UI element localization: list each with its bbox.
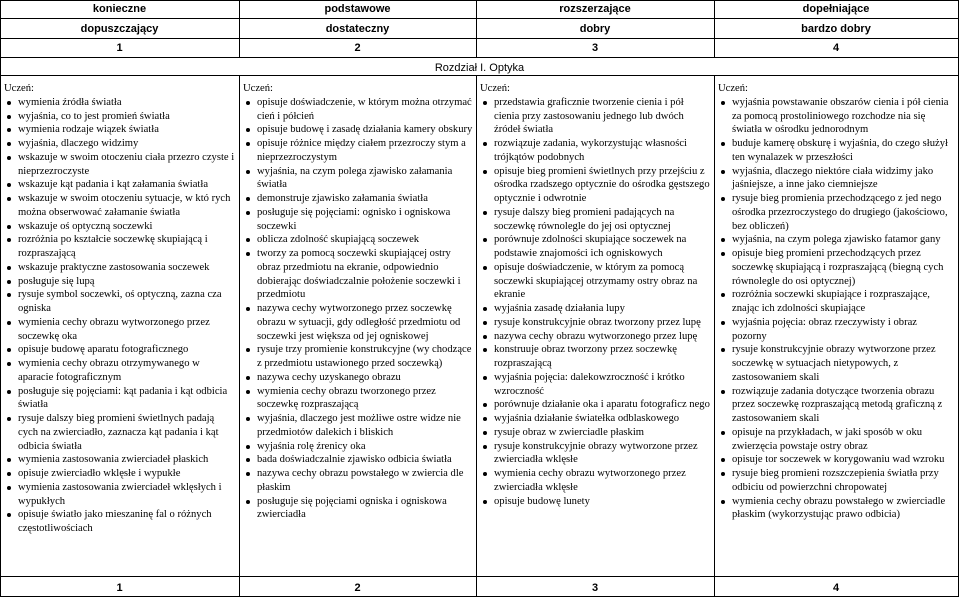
- list-item: posługuje się lupą: [4, 275, 236, 289]
- list-item: wymienia cechy obrazu tworzonego przez soczewkę rozpraszającą: [243, 385, 473, 413]
- footer-cell: 2: [354, 582, 361, 594]
- rule-top: [0, 0, 959, 1]
- list-item: wyjaśnia, co to jest promień światła: [4, 110, 236, 124]
- list-item: porównuje zdolności skupiające soczewek na podstawie znajomości ich ogniskowych: [480, 233, 711, 261]
- header-cell: podstawowe: [324, 3, 391, 15]
- list-item: wymienia cechy obrazu otrzymywanego w aparacie fotograficznym: [4, 357, 236, 385]
- footer-cell: 1: [116, 582, 123, 594]
- list-item: oblicza zdolność skupiającą soczewek: [243, 233, 473, 247]
- list-item: wymienia źródła światła: [4, 96, 236, 110]
- header-cell: konieczne: [92, 3, 147, 15]
- rule: [0, 576, 959, 577]
- list-item: nazywa cechy obrazu powstałego w zwiercia dle płaskim: [243, 467, 473, 495]
- header-cell: dobry: [579, 23, 611, 35]
- list-item: wyjaśnia rolę źrenicy oka: [243, 440, 473, 454]
- list-item: porównuje działanie oka i aparatu fotograficz nego: [480, 398, 711, 412]
- list-item: wyjaśnia zasadę działania lupy: [480, 302, 711, 316]
- list-item: wymienia zastosowania zwierciadeł wklęsłych i wypukłych: [4, 481, 236, 509]
- requirement-list: [4, 96, 236, 536]
- rule: [0, 38, 959, 39]
- list-item: przedstawia graficznie tworzenie cienia i pół cienia przy zastosowaniu jednego lub dwóch źródeł światła: [480, 96, 711, 137]
- header-cell: 3: [591, 42, 599, 54]
- list-item: wskazuje w swoim otoczeniu ciała przezro czyste i nieprzezroczyste: [4, 151, 236, 179]
- list-item: posługuje się pojęciami ogniska i ogniskowa zwierciadła: [243, 495, 473, 523]
- header-cell: 2: [354, 42, 361, 54]
- list-item: rysuje trzy promienie konstrukcyjne (wy chodzące z przedmiotu ustawionego przed soczewką): [243, 343, 473, 371]
- list-item: wyjaśnia, na czym polega zjawisko załamania światła: [243, 165, 473, 193]
- list-item: rysuje bieg promieni rozszczepienia światła przy odbiciu od powierzchni chropowatej: [718, 467, 954, 495]
- list-item: wyjaśnia, dlaczego widzimy: [4, 137, 236, 151]
- list-item: rysuje dalszy bieg promieni świetlnych padają cych na zwierciadło, zaznacza kąt padania i kąt odbicia światła: [4, 412, 236, 453]
- list-item: rozróżnia po kształcie soczewkę skupiającą i rozpraszającą: [4, 233, 236, 261]
- list-item: opisuje bieg promieni świetlnych przy przejściu z ośrodka rzadszego optycznie do ośrodka gęstszego optycznie i odwrotnie: [480, 165, 711, 206]
- list-item: rozwiązuje zadania, wykorzystując własności trójkątów podobnych: [480, 137, 711, 165]
- list-item: rysuje obraz w zwierciadle płaskim: [480, 426, 711, 440]
- column-4: [718, 82, 954, 522]
- footer-cell: 4: [832, 582, 840, 594]
- list-item: opisuje budowę i zasadę działania kamery obskury: [243, 123, 473, 137]
- list-item: opisuje bieg promieni przechodzących przez soczewkę skupiającą i rozpraszającą (biegną cych równolegle do osi optycznej): [718, 247, 954, 288]
- list-item: konstruuje obraz tworzony przez soczewkę rozpraszającą: [480, 343, 711, 371]
- list-item: wymienia cechy obrazu powstałego w zwierciadle płaskim (wykorzystując prawo odbicia): [718, 495, 954, 523]
- list-item: wskazuje praktyczne zastosowania soczewek: [4, 261, 236, 275]
- header-cell: dostateczny: [325, 23, 390, 35]
- rule: [0, 18, 959, 19]
- list-item: opisuje budowę lunety: [480, 495, 711, 509]
- rule: [0, 57, 959, 58]
- list-item: rysuje dalszy bieg promieni padających na soczewkę równolegle do jej osi optycznej: [480, 206, 711, 234]
- list-item: wyjaśnia powstawanie obszarów cienia i pół cienia za pomocą prostoliniowego rozchodze nia się światła w ośrodku jednorodnym: [718, 96, 954, 137]
- list-item: demonstruje zjawisko załamania światła: [243, 192, 473, 206]
- column-intro: Uczeń:: [718, 83, 748, 94]
- list-item: wymienia zastosowania zwierciadeł płaskich: [4, 453, 236, 467]
- footer-cell: 3: [591, 582, 599, 594]
- list-item: opisuje różnice między ciałem przezroczy stym a nieprzezroczystym: [243, 137, 473, 165]
- list-item: wymienia rodzaje wiązek światła: [4, 123, 236, 137]
- col-divider: [0, 0, 1, 597]
- rule-bottom: [0, 596, 959, 597]
- list-item: opisuje tor soczewek w korygowaniu wad wzroku: [718, 453, 954, 467]
- header-cell: dopuszczający: [80, 23, 159, 35]
- list-item: wyjaśnia pojęcia: obraz rzeczywisty i obraz pozorny: [718, 316, 954, 344]
- col-divider: [239, 75, 240, 597]
- list-item: wyjaśnia, dlaczego niektóre ciała widzimy jako jaśniejsze, a inne jako ciemniejsze: [718, 165, 954, 193]
- list-item: nazywa cechy obrazu wytworzonego przez lupę: [480, 330, 711, 344]
- list-item: opisuje zwierciadło wklęsłe i wypukłe: [4, 467, 236, 481]
- header-cell: dopełniające: [802, 3, 870, 15]
- header-cell: bardzo dobry: [801, 23, 871, 35]
- list-item: wyjaśnia działanie światełka odblaskowego: [480, 412, 711, 426]
- list-item: wskazuje oś optyczną soczewki: [4, 220, 236, 234]
- header-cell: 4: [832, 42, 840, 54]
- list-item: posługuje się pojęciami: ognisko i ogniskowa soczewki: [243, 206, 473, 234]
- list-item: tworzy za pomocą soczewki skupiającej ostry obraz przedmiotu na ekranie, odpowiednio dobierając doświadczalnie położenie soczewki i przedmiotu: [243, 247, 473, 302]
- list-item: rysuje bieg promienia przechodzącego z jed nego ośrodka przezroczystego do drugiego (jakościowo, bez obliczeń): [718, 192, 954, 233]
- list-item: wyjaśnia pojęcia: dalekowzroczność i krótko wzroczność: [480, 371, 711, 399]
- list-item: nazywa cechy uzyskanego obrazu: [243, 371, 473, 385]
- list-item: wskazuje w swoim otoczeniu sytuacje, w któ rych można obserwować załamanie światła: [4, 192, 236, 220]
- requirement-list: [243, 96, 473, 522]
- column-intro: Uczeń:: [480, 83, 510, 94]
- list-item: buduje kamerę obskurę i wyjaśnia, do czego służył ten wynalazek w przeszłości: [718, 137, 954, 165]
- list-item: wymienia cechy obrazu wytworzonego przez soczewkę oka: [4, 316, 236, 344]
- list-item: rysuje konstrukcyjnie obraz tworzony przez lupę: [480, 316, 711, 330]
- column-1: [4, 82, 236, 536]
- list-item: opisuje na przykładach, w jaki sposób w oku zwierzęcia powstaje ostry obraz: [718, 426, 954, 454]
- column-3: [480, 82, 711, 508]
- column-intro: Uczeń:: [243, 83, 273, 94]
- list-item: nazywa cechy wytworzonego przez soczewkę obrazu w sytuacji, gdy odległość przedmiotu od soczewki jest większa od jej ogniskowej: [243, 302, 473, 343]
- list-item: wyjaśnia, na czym polega zjawisko fatamor gany: [718, 233, 954, 247]
- list-item: rysuje konstrukcyjnie obrazy wytworzone przez soczewkę w sytuacjach nietypowych, z zastosowaniem skali: [718, 343, 954, 384]
- column-2: [243, 82, 473, 522]
- requirement-list: [480, 96, 711, 509]
- requirement-list: [718, 96, 954, 522]
- rule: [0, 75, 959, 76]
- list-item: opisuje doświadczenie, w którym można otrzymać cień i półcień: [243, 96, 473, 124]
- list-item: wyjaśnia, dlaczego jest możliwe ostre widze nie przedmiotów dalekich i bliskich: [243, 412, 473, 440]
- list-item: rozróżnia soczewki skupiające i rozpraszające, znając ich zdolności skupiające: [718, 288, 954, 316]
- list-item: rozwiązuje zadania dotyczące tworzenia obrazu przez soczewkę rozpraszającą metodą graficzną z zastosowaniem skali: [718, 385, 954, 426]
- col-divider: [476, 75, 477, 597]
- list-item: rysuje symbol soczewki, oś optyczną, zazna cza ogniska: [4, 288, 236, 316]
- header-cell: rozszerzające: [559, 3, 631, 15]
- list-item: wskazuje kąt padania i kąt załamania światła: [4, 178, 236, 192]
- list-item: opisuje doświadczenie, w którym za pomocą soczewki skupiającej otrzymamy ostry obraz na ekranie: [480, 261, 711, 302]
- list-item: opisuje budowę aparatu fotograficznego: [4, 343, 236, 357]
- list-item: bada doświadczalnie zjawisko odbicia światła: [243, 453, 473, 467]
- list-item: wymienia cechy obrazu wytworzonego przez zwierciadła wklęsłe: [480, 467, 711, 495]
- header-cell: 1: [116, 42, 123, 54]
- col-divider: [714, 75, 715, 597]
- list-item: posługuje się pojęciami: kąt padania i kąt odbicia światła: [4, 385, 236, 413]
- list-item: opisuje światło jako mieszaninę fal o różnych częstotliwościach: [4, 508, 236, 536]
- list-item: rysuje konstrukcyjnie obrazy wytworzone przez zwierciadła wklęsłe: [480, 440, 711, 468]
- column-intro: Uczeń:: [4, 83, 34, 94]
- chapter-title: Rozdział I. Optyka: [434, 62, 525, 74]
